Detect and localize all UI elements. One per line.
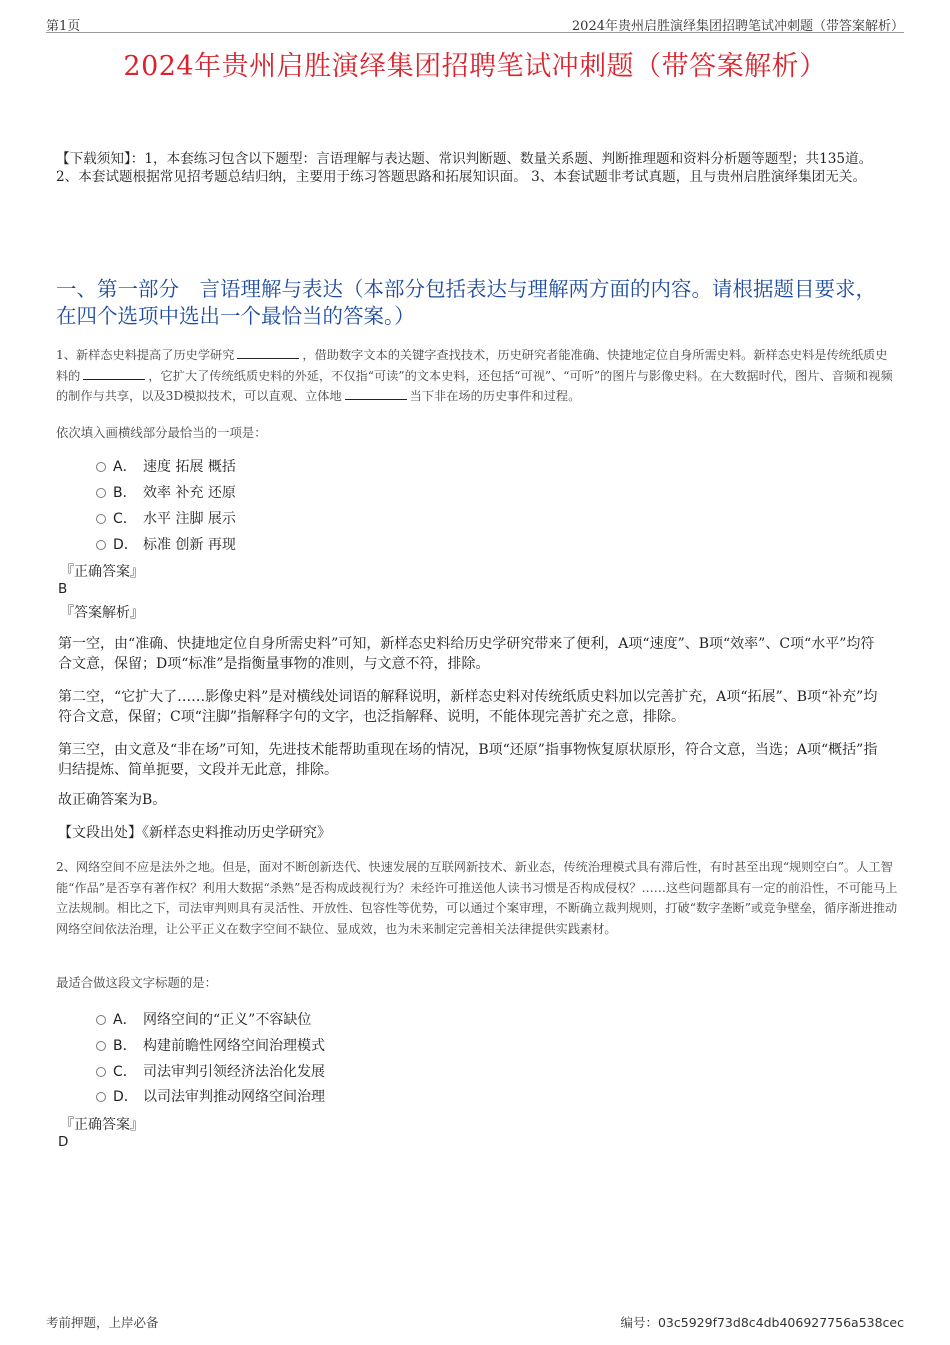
passage-source: 【文段出处】《新样态史料推动历史学研究》: [58, 825, 331, 841]
question-2-prompt: 最适合做这段文字标题的是：: [56, 975, 218, 990]
footer-slogan: 考前押题，上岸必备: [46, 1315, 159, 1330]
fill-blank-3: [345, 388, 407, 400]
question-2-option-b[interactable]: B． 构建前瞻性网络空间治理模式: [96, 1035, 325, 1055]
question-1-option-d[interactable]: D． 标准 创新 再现: [96, 534, 236, 554]
fill-blank-2: [83, 368, 145, 380]
radio-button-icon[interactable]: [96, 1092, 106, 1102]
radio-button-icon[interactable]: [96, 462, 106, 472]
page-header: [46, 14, 904, 33]
footer-code: [620, 1313, 904, 1331]
question-1-text: [56, 345, 898, 407]
question-1-part-b: ，借助数字文本的关键字查找技术，历史研究者能准确、快捷地定位自身所需史料。新样态史料是传统纸质史料的: [56, 348, 888, 383]
question-1-prompt: 依次填入画横线部分最恰当的一项是：: [56, 425, 267, 440]
question-1-part-c: ，它扩大了传统纸质史料的外延，不仅指“可读”的文本史料，还包括“可视”、“可听”的图片与影像史料。在大数据时代，图片、音频和视频的制作与共享，以及3D模拟技术，可以直观、立体地: [56, 368, 893, 403]
analysis-conclusion: 故正确答案为B。: [58, 792, 167, 808]
question-2-answer: D: [58, 1134, 69, 1150]
document-title: 2024年贵州启胜演绎集团招聘笔试冲刺题（带答案解析）: [123, 51, 827, 82]
radio-button-icon[interactable]: [96, 488, 106, 498]
radio-button-icon[interactable]: [96, 1067, 106, 1077]
footer-code-label: 编号：: [620, 1315, 658, 1330]
question-1-answer-label: 『正确答案』: [60, 564, 144, 580]
question-2-option-c[interactable]: C． 司法审判引领经济法治化发展: [96, 1061, 325, 1081]
radio-button-icon[interactable]: [96, 1041, 106, 1051]
radio-button-icon[interactable]: [96, 514, 106, 524]
question-1-option-c[interactable]: C． 水平 注脚 展示: [96, 508, 236, 528]
question-2-option-a[interactable]: A． 网络空间的“正义”不容缺位: [96, 1009, 311, 1029]
footer-code-value: 03c5929f73d8c4db406927756a538cec: [657, 1315, 904, 1330]
download-notice: 【下载须知】：1，本套练习包含以下题型：言语理解与表达题、常识判断题、数量关系题、判断推理题和资料分析题等题型；共135道。 2、本套试题根据常见招考题总结归纳，主要用于练习答题思路和拓展知识面。 3、本套试题非考试真题，且与贵州启胜演绎集团无关。: [56, 151, 873, 185]
question-2-text: 2、网络空间不应是法外之地。但是，面对不断创新迭代、快速发展的互联网新技术、新业态，传统治理模式具有滞后性，有时甚至出现“规则空白”。人工智能“作品”是否享有著作权？利用大数据“杀熟”是否构成歧视行为？未经许可推送他人读书习惯是否构成侵权？……这些问题都具有一定的前沿性，不可能马上立法规制。相比之下，司法审判则具有灵活性、开放性、包容性等优势，可以通过个案审理，不断确立裁判规则，打破“数字垄断”或竞争壁垒，循序渐进推动网络空间依法治理，让公平正义在数字空间不缺位、显成效，也为未来制定完善相关法律提供实践素材。: [56, 860, 898, 936]
question-1-option-a[interactable]: A． 速度 拓展 概括: [96, 456, 236, 476]
question-1-part-d: 当下非在场的历史事件和过程。: [409, 389, 581, 403]
analysis-paragraph-3: 第三空，由文意及“非在场”可知，先进技术能帮助重现在场的情况，B项“还原”指事物恢复原状原形，符合文意，当选；A项“概括”指归结提炼、简单扼要，文段并无此意，排除。: [58, 742, 878, 778]
question-1-option-b[interactable]: B． 效率 补充 还原: [96, 482, 236, 502]
analysis-paragraph-1: 第一空，由“准确、快捷地定位自身所需史料”可知，新样态史料给历史学研究带来了便利，A项“速度”、B项“效率”、C项“水平”均符合文意，保留；D项“标准”是指衡量事物的准则，与文意不符，排除。: [58, 636, 875, 672]
question-2-answer-label: 『正确答案』: [60, 1117, 144, 1133]
page-number: 第1页: [46, 19, 81, 34]
question-2-option-d[interactable]: D． 以司法审判推动网络空间治理: [96, 1086, 325, 1106]
fill-blank-1: [237, 347, 299, 359]
radio-button-icon[interactable]: [96, 1015, 106, 1025]
question-1-part-a: 1、新样态史料提高了历史学研究: [56, 348, 235, 362]
question-1-analysis-label: 『答案解析』: [60, 605, 144, 621]
question-1-answer: B: [58, 581, 68, 597]
header-title: 2024年贵州启胜演绎集团招聘笔试冲刺题（带答案解析）: [571, 19, 904, 34]
radio-button-icon[interactable]: [96, 540, 106, 550]
section-heading: 一、第一部分 言语理解与表达（本部分包括表达与理解两方面的内容。请根据题目要求，在四个选项中选出一个最恰当的答案。）: [56, 277, 876, 328]
analysis-paragraph-2: 第二空，“它扩大了……影像史料”是对横线处词语的解释说明，新样态史料对传统纸质史料加以完善扩充，A项“拓展”、B项“补充”均符合文意，保留；C项“注脚”指解释字句的文字，也泛指解释、说明，不能体现完善扩充之意，排除。: [58, 689, 878, 725]
